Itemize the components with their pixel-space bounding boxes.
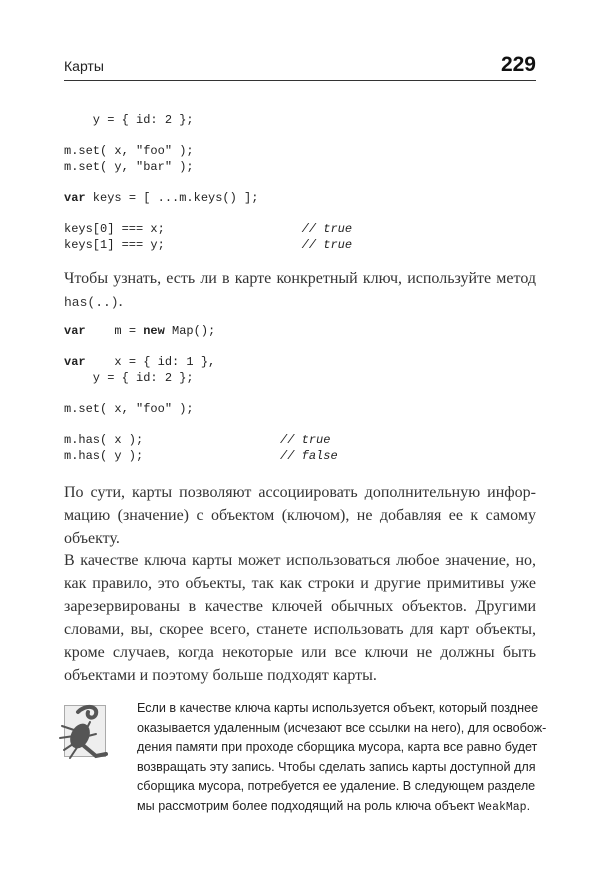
code-comment: // true (301, 222, 353, 237)
code-line (64, 402, 194, 416)
code-comment: // true (301, 237, 353, 252)
text-line: кроме случаев, когда некоторые или все ключи не должны быть (64, 644, 536, 661)
note-line (137, 758, 536, 778)
code-token: m.has( x ); (64, 433, 281, 448)
code-line (64, 160, 194, 174)
code-token: m.set( x, "foo" ); (64, 401, 194, 416)
code-token: m.has( y ); (64, 448, 281, 463)
text-line: объектами и поэтому больше подходят карты. (64, 667, 377, 684)
note-line (137, 797, 532, 818)
note-line (137, 699, 539, 719)
code-token: x = { id: 1 }, (85, 355, 216, 370)
code-token: m = (85, 324, 144, 338)
note-line-text: оказывается удаленным (исчезают все ссылки на него), для освобож- (137, 720, 547, 735)
page-number: 229 (500, 53, 536, 76)
code-line (64, 144, 194, 158)
code-token: keys = [ ...m.keys() ]; (85, 190, 259, 205)
code-line (64, 324, 215, 338)
code-keyword: var (64, 190, 86, 205)
code-token: keys[1] === y; (64, 237, 302, 252)
code-line (64, 238, 352, 252)
note-line-text: дения памяти при проходе сборщика мусора, карта все равно будет (137, 740, 538, 754)
note-text (137, 699, 547, 817)
code-line (64, 222, 352, 236)
note-line-text: мы рассмотрим более подходящий на роль ключа объект (137, 798, 479, 813)
code-block-2 (64, 324, 338, 464)
text-line (64, 290, 536, 313)
code-comment: // true (280, 433, 331, 448)
text-line: объекту. (64, 530, 120, 547)
paragraph-map-keys (64, 549, 536, 687)
code-token: m.set( y, "bar" ); (64, 159, 194, 174)
code-token: Map(); (164, 324, 216, 338)
note-line (137, 719, 547, 739)
code-line (64, 371, 194, 385)
note-line-text: возвращать эту запись. Чтобы сделать запись карты доступной для (137, 759, 536, 774)
text-line: словами, вы, скорее всего, станете использовать для карт объекты, (64, 621, 536, 638)
text-tail: . (526, 798, 531, 813)
text-line: зарезервированы в качестве ключей обычных объектов. Другими (64, 598, 536, 615)
code-comment: // false (280, 448, 338, 463)
note-line (137, 738, 538, 758)
text-line: мацию (значение) с объектом (ключом), не добавляя ее к самому (64, 507, 536, 524)
code-line (64, 433, 330, 447)
code-keyword: var (64, 324, 86, 338)
text-line: Чтобы узнать, есть ли в карте конкретный ключ, используйте метод (64, 270, 536, 287)
code-token: y = { id: 2 }; (64, 113, 194, 127)
code-line (64, 113, 194, 127)
code-keyword: var (64, 355, 86, 370)
note-line-text: Если в качестве ключа карты используется объект, который позднее (137, 701, 539, 715)
code-keyword: new (143, 324, 165, 338)
scorpion-icon (56, 700, 116, 770)
inline-code: WeakMap (478, 800, 527, 814)
note-line-text: сборщика мусора, потребуется ее удаление. В следующем разделе (137, 779, 536, 793)
text-line: По сути, карты позволяют ассоциировать дополнительную инфор- (64, 484, 536, 501)
text-line: как правило, это объекты, так как строки и другие примитивы уже (64, 575, 536, 592)
code-block-1 (64, 113, 352, 253)
paragraph-has-method (64, 267, 536, 313)
code-line (64, 191, 258, 205)
chapter-title: Карты (64, 58, 104, 74)
code-token: y = { id: 2 }; (64, 370, 194, 385)
code-token: keys[0] === x; (64, 222, 302, 237)
inline-code: has(..) (64, 295, 119, 310)
header-divider (64, 80, 536, 81)
note-line (137, 777, 536, 797)
code-line (64, 449, 338, 463)
code-token: m.set( x, "foo" ); (64, 144, 194, 159)
text-line: В качестве ключа карты может использоваться любое значение, но, (64, 552, 536, 569)
text-tail: . (118, 293, 123, 310)
code-line (64, 355, 215, 369)
paragraph-maps-associate (64, 481, 536, 550)
